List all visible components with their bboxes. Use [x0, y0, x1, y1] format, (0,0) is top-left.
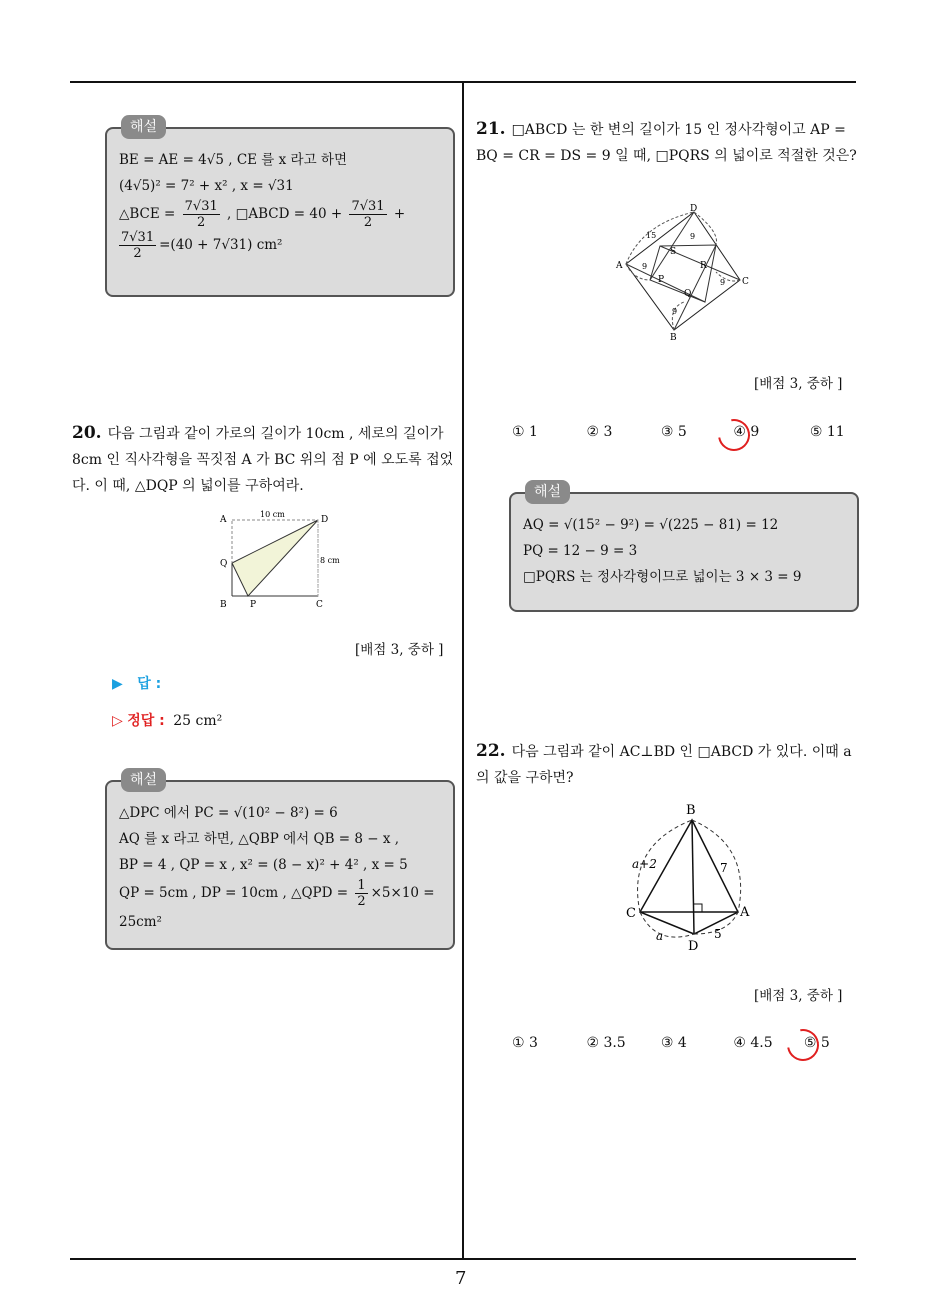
score-20: [배점 3, 중하 ]	[355, 642, 444, 658]
choice-3[interactable]: ③ 4	[660, 1035, 687, 1051]
correct-mark-circle	[781, 1023, 826, 1068]
choice-1[interactable]: ① 3	[512, 1035, 538, 1051]
label-C: C	[742, 277, 749, 287]
solution-tag: 해설	[121, 115, 166, 139]
label-Q: Q	[220, 559, 228, 569]
label-7: 7	[720, 861, 728, 875]
correct-answer-row	[112, 710, 222, 730]
label-P: P	[658, 275, 665, 285]
sol19-line4	[119, 230, 441, 261]
label-Q: Q	[684, 289, 692, 299]
label-B: B	[686, 803, 696, 818]
fraction: $\frac{7√31}{2}$	[351, 199, 385, 230]
sol20-line5: 25cm²	[119, 914, 162, 930]
choice-2[interactable]: ② 3.5	[586, 1035, 626, 1051]
sol20-line1: △DPC 에서 PC = √(10² − 8²) = 6	[119, 805, 338, 821]
label-A: A	[220, 515, 227, 525]
label-C: C	[316, 600, 323, 610]
label-B: B	[220, 600, 227, 610]
sol21-line3: □PQRS 는 정사각형이므로 넓이는 3 × 3 = 9	[523, 569, 802, 585]
figure-22	[616, 796, 756, 956]
page-number: 7	[455, 1268, 467, 1289]
fraction: $\frac{7√31}{2}$	[121, 230, 155, 261]
question-22	[476, 738, 860, 791]
label-9: 9	[642, 262, 648, 271]
sol20-line2: AQ 를 x 라고 하면, △QBP 에서 QB = 8 − x ,	[119, 831, 400, 847]
label-15: 15	[646, 231, 657, 240]
sol19-bce: △BCE =	[119, 206, 176, 222]
choices-22	[512, 1035, 830, 1051]
sol19-abcd: , □ABCD = 40 +	[227, 206, 343, 222]
question-21	[476, 116, 860, 169]
label-9: 9	[720, 278, 726, 287]
question-number: 21.	[476, 119, 506, 139]
label-5: 5	[714, 927, 722, 941]
label-10cm: 10 cm	[260, 510, 285, 519]
solution-box-20	[105, 772, 455, 950]
choices-21	[512, 424, 845, 440]
bottom-rule	[70, 1258, 856, 1260]
sol20-line4	[119, 878, 441, 909]
sol19-line3	[119, 199, 441, 230]
solution-box-19	[105, 119, 455, 297]
label-D: D	[688, 939, 699, 954]
hollow-play-icon: ▷	[112, 713, 123, 729]
label-D: D	[690, 204, 698, 214]
sol19-line2: (4√5)² = 7² + x² , x = √31	[119, 178, 294, 194]
choice-1[interactable]: ① 1	[512, 424, 538, 440]
label-8cm: 8 cm	[320, 556, 340, 565]
question-text: 다음 그림과 같이 가로의 길이가 10cm , 세로의 길이가 8cm 인 직사각형을 꼭짓점 A 가 BC 위의 점 P 에 오도록 접었다. 이 때, △DQP 의 넓이를 구하여라.	[72, 426, 454, 494]
label-S: S	[670, 247, 677, 257]
choice-5[interactable]: ⑤ 5	[803, 1035, 830, 1051]
question-text: 다음 그림과 같이 AC⊥BD 인 □ABCD 가 있다. 이때 a 의 값을 구하면?	[476, 744, 852, 786]
score-22: [배점 3, 중하 ]	[754, 988, 843, 1004]
sol20-qpd: QP = 5cm , DP = 10cm , △QPD =	[119, 885, 349, 901]
figure-21	[612, 202, 762, 346]
choice-5[interactable]: ⑤ 11	[809, 424, 845, 440]
question-20	[72, 420, 454, 499]
label-C: C	[626, 906, 636, 921]
sol20-line3: BP = 4 , QP = x , x² = (8 − x)² + 4² , x = 5	[119, 857, 408, 873]
sol20-product: ×5×10 =	[370, 885, 435, 901]
sol19-plus: +	[393, 206, 406, 222]
solution-tag: 해설	[525, 480, 570, 504]
label-P: P	[250, 600, 257, 610]
label-9: 9	[690, 232, 696, 241]
question-number: 20.	[72, 423, 102, 443]
label-R: R	[700, 261, 707, 271]
sol21-line1: AQ = √(15² − 9²) = √(225 − 81) = 12	[523, 517, 779, 533]
correct-value: 25 cm²	[173, 713, 223, 729]
column-divider	[462, 82, 464, 1260]
label-B: B	[670, 333, 677, 343]
label-A: A	[740, 905, 750, 920]
label-A: A	[616, 261, 623, 271]
fraction: $\frac{7√31}{2}$	[184, 199, 218, 230]
solution-box-21	[509, 484, 859, 612]
answer-label: 답 :	[137, 676, 162, 692]
play-icon: ▶	[112, 676, 123, 692]
label-D: D	[321, 515, 329, 525]
fraction: $\frac{1}{2}$	[357, 878, 366, 909]
correct-mark-circle	[712, 413, 757, 458]
label-a-plus-2: a+2	[632, 857, 657, 871]
question-text: □ABCD 는 한 변의 길이가 15 인 정사각형이고 AP = BQ = CR = DS = 9 일 때, □PQRS 의 넓이로 적절한 것은?	[476, 122, 857, 164]
solution-tag: 해설	[121, 768, 166, 792]
choice-3[interactable]: ③ 5	[660, 424, 687, 440]
label-a: a	[656, 929, 664, 943]
sol21-line2: PQ = 12 − 9 = 3	[523, 543, 638, 559]
choice-2[interactable]: ② 3	[586, 424, 613, 440]
answer-row	[112, 673, 161, 693]
question-number: 22.	[476, 741, 506, 761]
label-9: 9	[672, 307, 678, 316]
correct-label: 정답 :	[127, 713, 165, 729]
sol19-line1: BE = AE = 4√5 , CE 를 x 라고 하면	[119, 152, 347, 168]
sol19-result: =(40 + 7√31) cm²	[159, 237, 283, 253]
score-21: [배점 3, 중하 ]	[754, 376, 843, 392]
choice-4[interactable]: ④ 4.5	[733, 1035, 773, 1051]
figure-20	[212, 508, 352, 612]
choice-4[interactable]: ④ 9	[733, 424, 760, 440]
